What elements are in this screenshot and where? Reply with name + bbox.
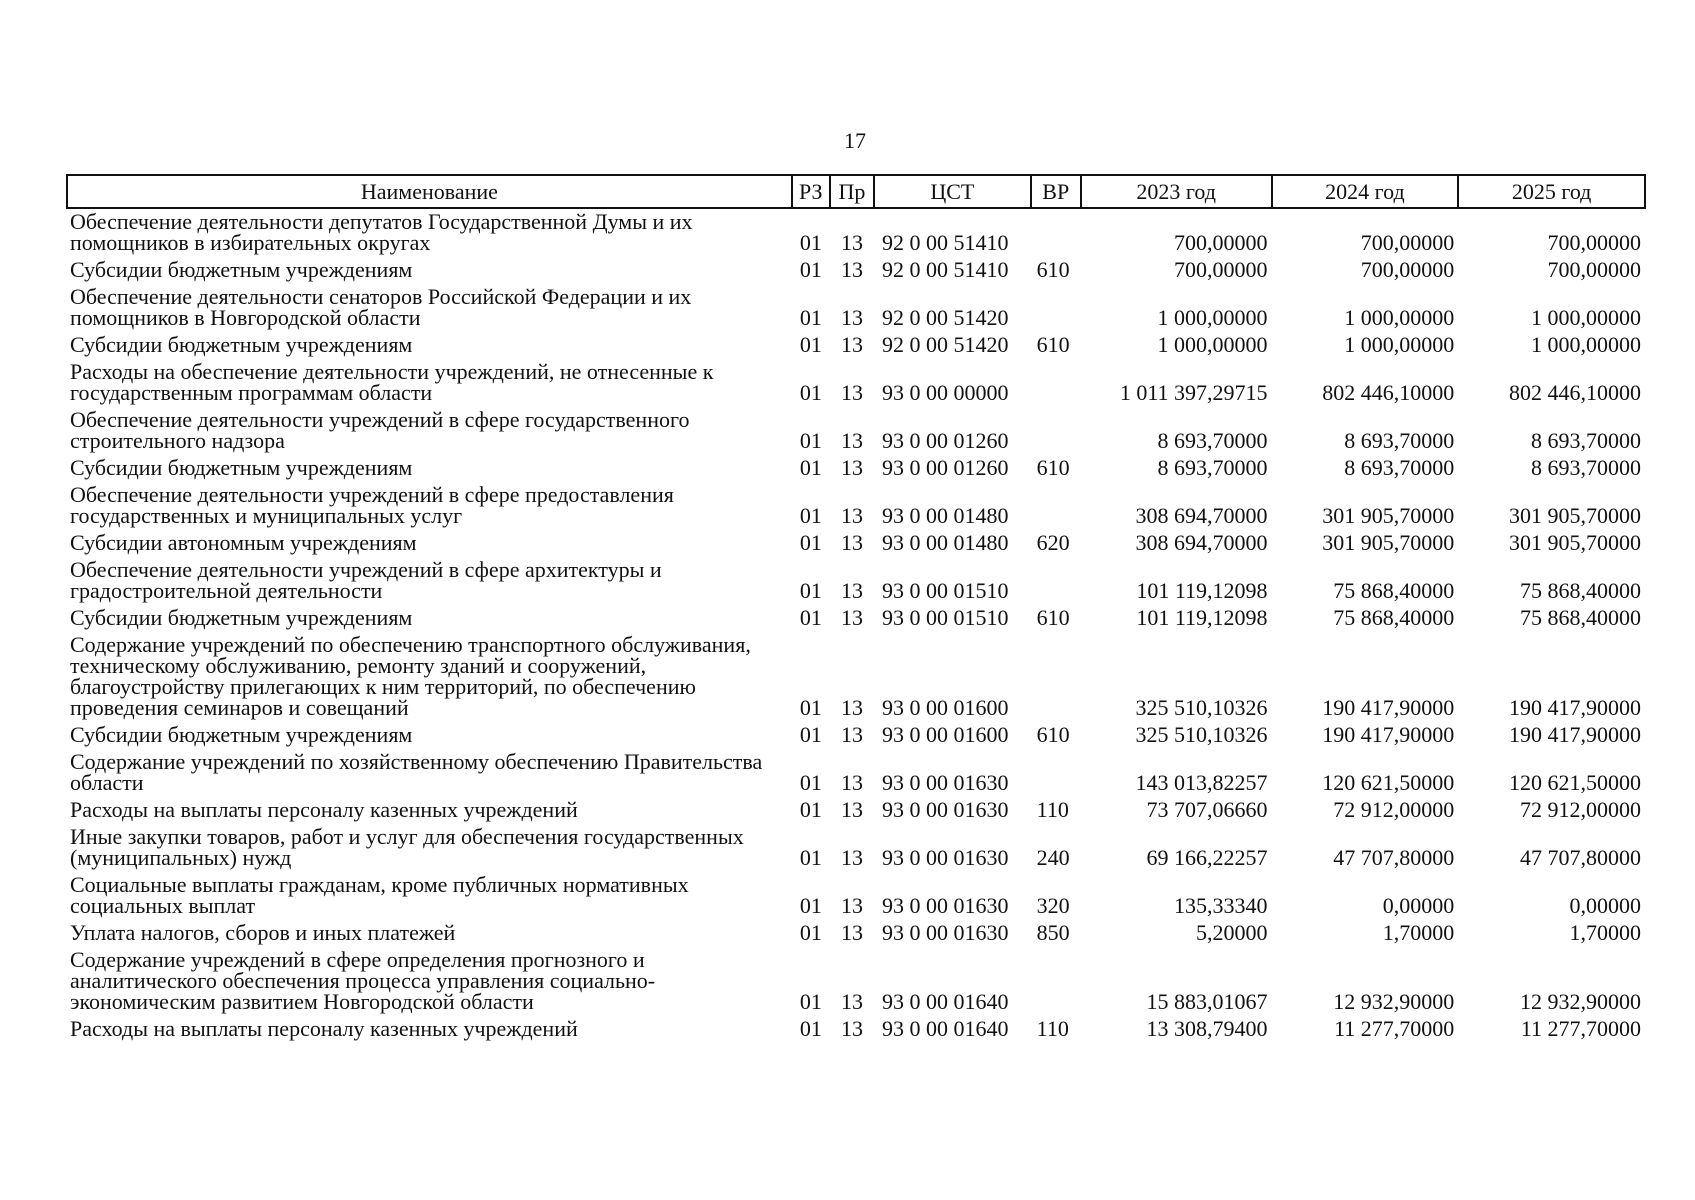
cell-2025: 120 621,50000 [1509,770,1641,795]
cell-cst: 93 0 00 01640 [882,1016,1009,1041]
table-row [67,722,1645,749]
cell-vr: 320 [1036,893,1070,918]
cell-pr: 13 [840,305,863,330]
cell-rz: 01 [799,920,822,945]
table-row [67,257,1645,284]
cell-pr: 13 [840,530,863,555]
cell-pr: 13 [840,845,863,870]
cell-2024: 75 868,40000 [1333,578,1455,603]
table-row [67,872,1645,920]
cell-cst: 92 0 00 51410 [882,230,1009,255]
cell-pr: 13 [840,230,863,255]
cell-name: Расходы на выплаты персоналу казенных учреждений [70,1016,578,1041]
cell-pr: 13 [840,920,863,945]
cell-pr: 13 [840,503,863,528]
cell-pr: 13 [840,695,863,720]
cell-2024: 1 000,00000 [1344,332,1455,357]
cell-2025: 72 912,00000 [1520,797,1641,822]
cell-2024: 301 905,70000 [1322,530,1455,555]
cell-pr: 13 [840,989,863,1014]
header-2023: 2023 год [1081,175,1272,208]
cell-cst: 93 0 00 01600 [882,722,1009,747]
header-rz: РЗ [792,175,830,208]
cell-2023: 308 694,70000 [1135,530,1268,555]
header-2024: 2024 год [1272,175,1459,208]
cell-vr [1031,284,1081,332]
cell-2025: 75 868,40000 [1520,605,1641,630]
cell-2023: 700,00000 [1174,257,1268,282]
cell-2023: 1 000,00000 [1157,332,1268,357]
cell-cst: 93 0 00 01480 [882,530,1009,555]
cell-vr: 610 [1036,332,1070,357]
cell-rz: 01 [799,530,822,555]
table-row [67,920,1645,947]
cell-2024: 8 693,70000 [1344,428,1455,453]
cell-2024: 1 000,00000 [1344,305,1455,330]
table-body [67,208,1645,1043]
cell-2025: 700,00000 [1547,257,1641,282]
cell-vr: 240 [1036,845,1070,870]
cell-2023: 325 510,10326 [1135,722,1268,747]
cell-2023: 325 510,10326 [1135,695,1268,720]
cell-cst: 92 0 00 51420 [882,305,1009,330]
cell-vr [1031,632,1081,722]
cell-pr: 13 [840,1016,863,1041]
cell-vr: 610 [1036,455,1070,480]
cell-pr: 13 [840,578,863,603]
cell-2024: 700,00000 [1360,257,1455,282]
table-row [67,749,1645,797]
cell-vr: 110 [1036,797,1069,822]
cell-name: Субсидии бюджетным учреждениям [70,605,413,630]
cell-2023: 1 011 397,29715 [1119,380,1268,405]
cell-2024: 700,00000 [1360,230,1455,255]
cell-rz: 01 [799,455,822,480]
cell-pr: 13 [840,605,863,630]
cell-2024: 47 707,80000 [1333,845,1455,870]
page-number: 17 [844,128,866,153]
cell-2024: 72 912,00000 [1333,797,1455,822]
cell-2023: 8 693,70000 [1157,455,1268,480]
cell-2023: 5,20000 [1196,920,1268,945]
cell-cst: 93 0 00 01630 [882,797,1009,822]
cell-2023: 135,33340 [1174,893,1268,918]
cell-2023: 101 119,12098 [1136,605,1268,630]
table-row [67,455,1645,482]
cell-rz: 01 [799,578,822,603]
table-row [67,1016,1645,1043]
table-row [67,605,1645,632]
table-row [67,797,1645,824]
table-row [67,632,1645,722]
cell-name: Обеспечение деятельности учреждений в сфере архитектуры и градостроительной деятельности [70,557,662,603]
cell-rz: 01 [799,230,822,255]
cell-vr: 850 [1036,920,1070,945]
cell-rz: 01 [799,893,822,918]
cell-vr [1031,749,1081,797]
cell-vr [1031,359,1081,407]
cell-cst: 93 0 00 01630 [882,845,1009,870]
cell-name: Обеспечение деятельности учреждений в сфере государственного строительного надзора [70,407,690,453]
cell-2023: 13 308,79400 [1146,1016,1268,1041]
cell-vr [1031,208,1081,257]
cell-2025: 8 693,70000 [1531,428,1641,453]
cell-rz: 01 [799,989,822,1014]
cell-2023: 143 013,82257 [1135,770,1268,795]
cell-rz: 01 [799,305,822,330]
cell-rz: 01 [799,428,822,453]
cell-2025: 8 693,70000 [1531,455,1641,480]
header-pr: Пр [830,175,874,208]
table-row [67,208,1645,257]
cell-2024: 8 693,70000 [1344,455,1455,480]
cell-name: Субсидии бюджетным учреждениям [70,257,413,282]
cell-vr: 110 [1036,1016,1069,1041]
header-cst: ЦСТ [874,175,1031,208]
cell-cst: 93 0 00 01630 [882,920,1009,945]
cell-2025: 12 932,90000 [1520,989,1641,1014]
cell-pr: 13 [840,428,863,453]
header-vr: ВР [1031,175,1081,208]
cell-2024: 190 417,90000 [1322,695,1455,720]
cell-name: Расходы на обеспечение деятельности учреждений, не отнесенные к государственным программам области [70,359,714,405]
cell-rz: 01 [799,797,822,822]
cell-pr: 13 [840,770,863,795]
cell-2024: 190 417,90000 [1322,722,1455,747]
cell-name: Обеспечение деятельности депутатов Государственной Думы и их помощников в избирательных округах [70,209,693,255]
cell-name: Уплата налогов, сборов и иных платежей [70,920,456,945]
cell-2025: 700,00000 [1547,230,1641,255]
cell-2024: 11 277,70000 [1334,1016,1455,1041]
cell-name: Расходы на выплаты персоналу казенных учреждений [70,797,578,822]
cell-vr [1031,482,1081,530]
cell-name: Иные закупки товаров, работ и услуг для обеспечения государственных (муниципальных) нужд [70,824,744,870]
cell-2025: 75 868,40000 [1520,578,1641,603]
cell-vr [1031,407,1081,455]
cell-cst: 93 0 00 01510 [882,578,1009,603]
cell-vr [1031,947,1081,1016]
table-row [67,332,1645,359]
cell-pr: 13 [840,722,863,747]
cell-rz: 01 [799,770,822,795]
cell-2023: 69 166,22257 [1146,845,1268,870]
cell-name: Субсидии автономным учреждениям [70,530,417,555]
cell-2025: 0,00000 [1569,893,1641,918]
cell-2025: 301 905,70000 [1509,503,1641,528]
cell-2025: 802 446,10000 [1509,380,1641,405]
cell-pr: 13 [840,257,863,282]
cell-vr: 620 [1036,530,1070,555]
cell-2023: 15 883,01067 [1146,989,1268,1014]
cell-2024: 802 446,10000 [1322,380,1455,405]
cell-2025: 1,70000 [1569,920,1641,945]
cell-vr: 610 [1036,722,1070,747]
cell-2024: 0,00000 [1382,893,1455,918]
cell-pr: 13 [840,797,863,822]
table-header-row [67,175,1645,208]
table-row [67,359,1645,407]
cell-name: Содержание учреждений по хозяйственному обеспечению Правительства области [70,749,763,795]
header-2025: 2025 год [1458,175,1645,208]
cell-2023: 1 000,00000 [1157,305,1268,330]
table-row [67,947,1645,1016]
cell-2024: 12 932,90000 [1333,989,1455,1014]
cell-name: Содержание учреждений по обеспечению транспортного обслуживания, техническому обслуживанию, ремонту зданий и сооружений, благоустройству прилегающих к ним территорий, по обеспечению проведения семинаров и совещаний [70,632,751,720]
cell-cst: 93 0 00 01600 [882,695,1009,720]
cell-rz: 01 [799,695,822,720]
cell-name: Субсидии бюджетным учреждениям [70,722,413,747]
cell-2023: 73 707,06660 [1146,797,1268,822]
table-row [67,482,1645,530]
cell-2023: 101 119,12098 [1136,578,1268,603]
cell-rz: 01 [799,332,822,357]
cell-cst: 93 0 00 01630 [882,893,1009,918]
cell-name: Субсидии бюджетным учреждениям [70,455,413,480]
cell-rz: 01 [799,380,822,405]
cell-cst: 93 0 00 01510 [882,605,1009,630]
cell-pr: 13 [840,332,863,357]
cell-rz: 01 [799,722,822,747]
cell-vr [1031,557,1081,605]
cell-2024: 120 621,50000 [1322,770,1455,795]
cell-name: Содержание учреждений в сфере определения прогнозного и аналитического обеспечения процесса управления социально-экономическим развитием Новгородской области [70,947,656,1014]
cell-2024: 75 868,40000 [1333,605,1455,630]
cell-2023: 700,00000 [1174,230,1268,255]
cell-2025: 190 417,90000 [1509,695,1641,720]
cell-cst: 93 0 00 01640 [882,989,1009,1014]
cell-vr: 610 [1036,257,1070,282]
table-row [67,407,1645,455]
cell-vr: 610 [1036,605,1070,630]
cell-rz: 01 [799,257,822,282]
cell-rz: 01 [799,605,822,630]
cell-name: Социальные выплаты гражданам, кроме публичных нормативных социальных выплат [70,872,689,918]
cell-2025: 190 417,90000 [1509,722,1641,747]
cell-2025: 11 277,70000 [1520,1016,1641,1041]
cell-name: Обеспечение деятельности учреждений в сфере предоставления государственных и муниципальных услуг [70,482,674,528]
cell-name: Субсидии бюджетным учреждениям [70,332,413,357]
cell-rz: 01 [799,503,822,528]
cell-cst: 93 0 00 00000 [882,380,1009,405]
cell-2025: 301 905,70000 [1509,530,1641,555]
cell-cst: 92 0 00 51410 [882,257,1009,282]
cell-2023: 8 693,70000 [1157,428,1268,453]
budget-table [66,174,1646,1043]
cell-cst: 93 0 00 01630 [882,770,1009,795]
cell-cst: 93 0 00 01260 [882,455,1009,480]
cell-cst: 92 0 00 51420 [882,332,1009,357]
cell-pr: 13 [840,455,863,480]
header-name: Наименование [67,175,792,208]
table-row [67,824,1645,872]
table-row [67,284,1645,332]
cell-2024: 301 905,70000 [1322,503,1455,528]
cell-pr: 13 [840,380,863,405]
cell-cst: 93 0 00 01260 [882,428,1009,453]
cell-2025: 1 000,00000 [1531,332,1641,357]
table-row [67,530,1645,557]
cell-2025: 1 000,00000 [1531,305,1641,330]
cell-cst: 93 0 00 01480 [882,503,1009,528]
cell-name: Обеспечение деятельности сенаторов Российской Федерации и их помощников в Новгородской области [70,284,692,330]
cell-2023: 308 694,70000 [1135,503,1268,528]
cell-rz: 01 [799,845,822,870]
cell-rz: 01 [799,1016,822,1041]
table-row [67,557,1645,605]
cell-2024: 1,70000 [1382,920,1455,945]
cell-2025: 47 707,80000 [1520,845,1641,870]
cell-pr: 13 [840,893,863,918]
